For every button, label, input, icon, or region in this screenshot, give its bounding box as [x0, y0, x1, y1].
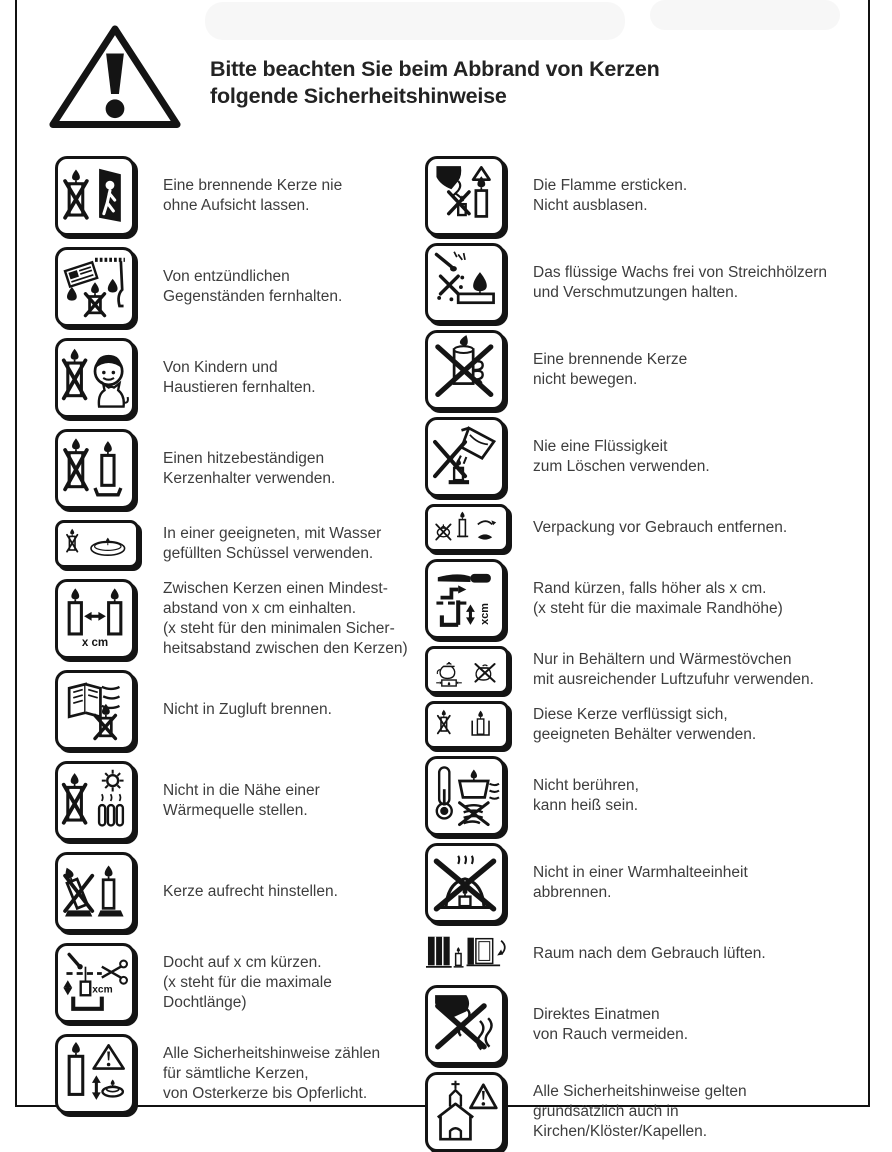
- safety-item-text: [533, 263, 827, 303]
- safety-item-text: [533, 776, 639, 816]
- safety-item-text: [163, 176, 342, 216]
- flammable-objects-icon: [55, 247, 135, 327]
- safety-item-text-line: Nur in Behältern und Wärmestövchen: [533, 651, 792, 669]
- safety-item-text-line: Kirchen/Klöster/Kapellen.: [533, 1122, 708, 1140]
- safety-item: [55, 429, 427, 509]
- safety-item: [425, 559, 877, 639]
- hot-surface-icon: [425, 756, 505, 836]
- safety-item-text-line: Nie eine Flüssigkeit: [533, 438, 668, 456]
- safety-item: [55, 338, 427, 418]
- svg-text:x cm: x cm: [81, 637, 109, 650]
- safety-item-icon-cell: [55, 1034, 143, 1114]
- safety-item-text-line: Eine brennende Kerze: [533, 351, 688, 369]
- svg-text:xcm: xcm: [92, 984, 113, 996]
- safety-item-icon-cell: [55, 579, 143, 659]
- safety-item: [425, 156, 877, 236]
- all-candle-types-icon: [55, 1034, 135, 1114]
- water-bowl-icon: [55, 520, 139, 568]
- clean-wax-icon: [425, 243, 505, 323]
- safety-item-text-line: Von entzündlichen: [163, 268, 290, 286]
- safety-item-text-line: Direktes Einatmen: [533, 1006, 660, 1024]
- safety-item: [55, 156, 427, 236]
- svg-text:xcm: xcm: [479, 603, 492, 625]
- safety-item-text: [163, 267, 342, 307]
- safety-item-text: [533, 1082, 747, 1141]
- safety-item-text: [163, 524, 381, 564]
- snuff-flame-icon: [425, 156, 505, 236]
- safety-item-text: [163, 700, 332, 720]
- safety-item-icon-cell: [55, 852, 143, 932]
- safety-item-text-line: für sämtliche Kerzen,: [163, 1065, 309, 1083]
- safety-item-text-line: Alle Sicherheitshinweise gelten: [533, 1083, 747, 1101]
- safety-item-icon-cell: [55, 943, 143, 1023]
- safety-item-text-line: Alle Sicherheitshinweise zählen: [163, 1045, 381, 1063]
- safety-item: [425, 756, 877, 836]
- churches-icon: [425, 1072, 505, 1152]
- safety-item-text: [533, 650, 814, 690]
- safety-item-text-line: Raum nach dem Gebrauch lüften.: [533, 945, 766, 963]
- safety-item: [425, 930, 877, 978]
- safety-item-text-line: Nicht ausblasen.: [533, 197, 648, 214]
- safety-item-text-line: mit ausreichender Luftzufuhr verwenden.: [533, 671, 814, 688]
- page-title: [210, 56, 770, 110]
- safety-item: [55, 670, 427, 750]
- trim-wick-icon: [55, 943, 135, 1023]
- safety-item-text: [533, 579, 783, 619]
- safety-item: [55, 852, 427, 932]
- safety-item-text-line: nicht bewegen.: [533, 371, 638, 388]
- no-food-warmer-icon: [425, 843, 505, 923]
- safety-item-text-line: Die Flamme ersticken.: [533, 177, 688, 195]
- safety-item-text-line: In einer geeigneten, mit Wasser: [163, 525, 382, 543]
- safety-item-text-line: und Verschmutzungen halten.: [533, 284, 739, 301]
- safety-item-icon-cell: [425, 930, 513, 978]
- safety-item-text-line: zum Löschen verwenden.: [533, 458, 710, 475]
- safety-item-text-line: von Osterkerze bis Opferlicht.: [163, 1084, 368, 1102]
- safety-column-right: [425, 156, 877, 1152]
- safety-item-icon-cell: [425, 330, 513, 410]
- air-supply-icon: [425, 646, 509, 694]
- safety-item-text-line: Diese Kerze verflüssigt sich,: [533, 706, 728, 724]
- safety-item-text-line: Einen hitzebeständigen: [163, 450, 325, 468]
- ventilate-room-icon: [425, 930, 509, 978]
- safety-item-text-line: Von Kindern und: [163, 359, 278, 377]
- do-not-move-icon: [425, 330, 505, 410]
- safety-item-icon-cell: [425, 985, 513, 1065]
- safety-item-text-line: geeigneten Behälter verwenden.: [533, 726, 757, 743]
- safety-item: [55, 943, 427, 1023]
- safety-item-text-line: Gegenständen fernhalten.: [163, 288, 343, 305]
- safety-item-text-line: kann heiß sein.: [533, 797, 639, 814]
- safety-item-icon-cell: [425, 843, 513, 923]
- safety-item-text-line: Rand kürzen, falls höher als x cm.: [533, 580, 767, 598]
- safety-item-icon-cell: [425, 1072, 513, 1152]
- safety-item-icon-cell: [425, 701, 513, 749]
- safety-item-icon-cell: [425, 417, 513, 497]
- safety-item-text: [533, 437, 710, 477]
- heat-source-icon: [55, 761, 135, 841]
- safety-item-text-line: Nicht berühren,: [533, 777, 639, 795]
- safety-item-text: [163, 1044, 380, 1103]
- safety-item-icon-cell: [425, 756, 513, 836]
- safety-item-icon-cell: [425, 156, 513, 236]
- safety-item-text: [533, 863, 748, 903]
- safety-item: [55, 579, 427, 659]
- safety-item-icon-cell: [425, 559, 513, 639]
- safety-item-text-line: Verpackung vor Gebrauch entfernen.: [533, 519, 788, 537]
- safety-item-text-line: heitsabstand zwischen den Kerzen): [163, 639, 408, 657]
- safety-item: [55, 761, 427, 841]
- safety-item-text-line: Kerzenhalter verwenden.: [163, 470, 336, 487]
- safety-item: [425, 843, 877, 923]
- safety-item: [425, 504, 877, 552]
- safety-item-text: [163, 953, 332, 1012]
- safety-item-text-line: Nicht in die Nähe einer: [163, 782, 320, 800]
- safety-item: [55, 247, 427, 327]
- safety-item-text: [163, 358, 316, 398]
- safety-item-text: [533, 350, 687, 390]
- safety-item-text-line: Eine brennende Kerze nie: [163, 177, 343, 195]
- safety-item-text-line: abstand von x cm einhalten.: [163, 600, 357, 618]
- trim-edge-icon: [425, 559, 505, 639]
- safety-item-text: [163, 882, 338, 902]
- children-pets-icon: [55, 338, 135, 418]
- safety-item-text-line: gefüllten Schüssel verwenden.: [163, 545, 374, 562]
- draught-icon: [55, 670, 135, 750]
- safety-item-text-line: grundsätzlich auch in: [533, 1103, 679, 1121]
- safety-item-icon-cell: [55, 156, 143, 236]
- safety-item-icon-cell: [55, 247, 143, 327]
- candle-distance-icon: [55, 579, 135, 659]
- safety-item-text: [533, 1005, 688, 1045]
- safety-item-icon-cell: [425, 646, 513, 694]
- liquefying-candle-icon: [425, 701, 509, 749]
- safety-item-text-line: Docht auf x cm kürzen.: [163, 954, 322, 972]
- safety-item-icon-cell: [55, 761, 143, 841]
- upright-candle-icon: [55, 852, 135, 932]
- no-smoke-inhale-icon: [425, 985, 505, 1065]
- safety-column-left: [55, 156, 427, 1114]
- page-title-line2: folgende Sicherheitshinweise: [210, 83, 507, 108]
- remove-packaging-icon: [425, 504, 509, 552]
- scan-artifact: [205, 2, 625, 40]
- safety-item-text-line: Nicht in Zugluft brennen.: [163, 701, 332, 719]
- safety-item-text-line: Haustieren fernhalten.: [163, 379, 316, 396]
- safety-item: [55, 1034, 427, 1114]
- safety-item-text: [533, 705, 756, 745]
- safety-item-text: [533, 944, 766, 964]
- safety-item-text: [533, 518, 787, 538]
- safety-item-text-line: abbrennen.: [533, 884, 612, 901]
- safety-item-icon-cell: [55, 338, 143, 418]
- safety-item: [425, 330, 877, 410]
- safety-item: [425, 1072, 877, 1152]
- safety-item-text: [533, 176, 687, 216]
- safety-item-text-line: Das flüssige Wachs frei von Streichhölzern: [533, 264, 828, 282]
- safety-item-text: [163, 781, 320, 821]
- safety-item-icon-cell: [55, 670, 143, 750]
- safety-item-text-line: Nicht in einer Warmhalteeinheit: [533, 864, 748, 882]
- safety-item-icon-cell: [425, 504, 513, 552]
- safety-item-text-line: ohne Aufsicht lassen.: [163, 197, 310, 214]
- safety-item-text-line: (x steht für die maximale Randhöhe): [533, 600, 783, 617]
- safety-item-icon-cell: [55, 520, 143, 568]
- safety-item-icon-cell: [55, 429, 143, 509]
- safety-item-text-line: Wärmequelle stellen.: [163, 802, 308, 819]
- safety-item: [425, 646, 877, 694]
- warning-triangle-icon: [46, 22, 184, 132]
- safety-item-text: [163, 579, 408, 658]
- safety-item: [425, 243, 877, 323]
- no-liquid-extinguish-icon: [425, 417, 505, 497]
- safety-item-text-line: Zwischen Kerzen einen Mindest-: [163, 580, 388, 598]
- safety-item: [425, 701, 877, 749]
- safety-item-text: [163, 449, 335, 489]
- safety-item-text-line: Kerze aufrecht hinstellen.: [163, 883, 338, 901]
- scan-artifact: [650, 0, 840, 30]
- safety-item-icon-cell: [425, 243, 513, 323]
- heat-resistant-holder-icon: [55, 429, 135, 509]
- safety-item-text-line: Dochtlänge): [163, 993, 247, 1011]
- page-title-line1: Bitte beachten Sie beim Abbrand von Kerzen: [210, 57, 660, 81]
- safety-item: [425, 417, 877, 497]
- safety-item-text-line: von Rauch vermeiden.: [533, 1026, 689, 1043]
- safety-item-text-line: (x steht für die maximale: [163, 974, 332, 992]
- safety-item-text-line: (x steht für den minimalen Sicher-: [163, 620, 395, 637]
- safety-item: [55, 520, 427, 568]
- unattended-candle-icon: [55, 156, 135, 236]
- safety-item: [425, 985, 877, 1065]
